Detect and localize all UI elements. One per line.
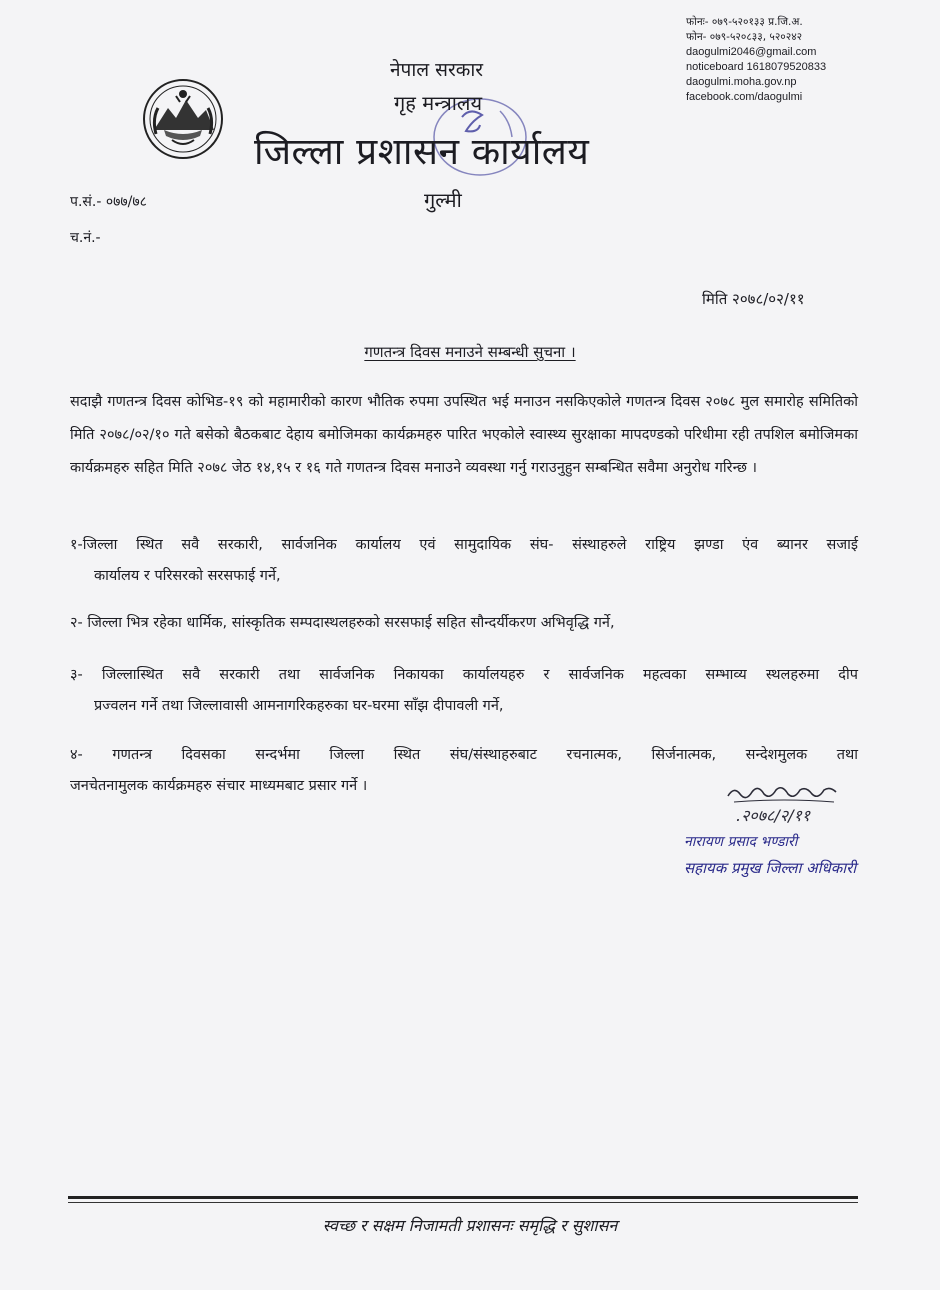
contact-block xyxy=(686,15,826,105)
district-name: गुल्मी xyxy=(424,188,462,212)
contact-noticeboard: noticeboard 1618079520833 xyxy=(686,61,827,73)
list-item xyxy=(70,608,858,639)
subject-text: गणतन्त्र दिवस मनाउने सम्बन्धी सुचना । xyxy=(364,343,576,361)
list-item-continuation: जनचेतनामुलक कार्यक्रमहरु संचार माध्यमबाट प्रसार गर्ने । xyxy=(70,778,368,794)
subject-line xyxy=(0,342,940,362)
footer-motto: स्वच्छ र सक्षम निजामती प्रशासनः समृद्धि र सुशासन xyxy=(322,1216,618,1235)
list-item-line: ४- गणतन्त्र दिवसका सन्दर्भमा जिल्ला स्थित संघ/संस्थाहरुबाट रचनात्मक, सिर्जनात्मक, सन्देशमुलक तथा xyxy=(70,747,858,763)
letter-date: मिति २०७८/०२/११ xyxy=(702,290,805,308)
list-item-line: ३- जिल्लास्थित सवै सरकारी तथा सार्वजनिक निकायका कार्यालयहरु र सार्वजनिक महत्वका सम्भाव्य स्थलहरुमा दीप xyxy=(70,667,858,683)
reference-number: प.सं.- ०७७/७८ xyxy=(70,194,147,210)
list-item-line: १-जिल्ला स्थित सवै सरकारी, सार्वजनिक कार्यालय एवं सामुदायिक संघ- संस्थाहरुले राष्ट्रिय झण्डा एंव ब्यानर सजाई xyxy=(70,537,858,553)
list-item xyxy=(70,530,858,592)
footer-divider xyxy=(68,1196,858,1199)
ministry-name: गृह मन्त्रालय xyxy=(394,91,483,115)
contact-phone-2: फोन- ०७९-५२०८३३, ५२०२४२ xyxy=(686,31,803,43)
list-item-line: २- जिल्ला भित्र रहेका धार्मिक, सांस्कृतिक सम्पदास्थलहरुको सरसफाई सहित सौन्दर्यीकरण अभिवृद्धि गर्ने, xyxy=(70,615,615,631)
signatory-name: नारायण प्रसाद भण्डारी xyxy=(684,834,798,850)
contact-website: daogulmi.moha.gov.np xyxy=(686,76,797,88)
office-title: जिल्ला प्रशासन कार्यालय xyxy=(254,130,590,173)
list-item-continuation: प्रज्वलन गर्ने तथा जिल्लावासी आमनागरिकहरुका घर-घरमा साँझ दीपावली गर्ने, xyxy=(94,698,504,714)
body-paragraph: सदाझै गणतन्त्र दिवस कोभिड-१९ को महामारीको कारण भौतिक रुपमा उपस्थित भई मनाउन नसकिएकोले गणतन्त्र दिवस २०७८ मुल समारोह समितिको मिति २०७८/०२/१० गते बसेको बैठकबाट देहाय बमोजिमका कार्यक्रमहरु पारित भएकोले स्वास्थ्य सुरक्षाका मापदण्डको परिधीमा रही तपशिल बमोजिमका कार्यक्रमहरु सहित मिति २०७८ जेठ १४,१५ र १६ गते गणतन्त्र दिवस मनाउने व्यवस्था गर्नु गराउनुहुन सम्बन्धित सवैमा अनुरोध गरिन्छ । xyxy=(70,394,858,476)
contact-phone-1: फोनः- ०७९-५२०१३३ प्र.जि.अ. xyxy=(686,16,803,28)
contact-facebook: facebook.com/daogulmi xyxy=(686,91,803,103)
footer-divider-thin xyxy=(68,1202,858,1203)
signatory-title: सहायक प्रमुख जिल्ला अधिकारी xyxy=(684,859,857,877)
dispatch-number: च.नं.- xyxy=(70,230,101,246)
signature-date: .२०७८/२/११ xyxy=(736,806,811,825)
nepal-emblem-icon xyxy=(142,78,224,160)
contact-email: daogulmi2046@gmail.com xyxy=(686,46,817,58)
list-item-continuation: कार्यालय र परिसरको सरसफाई गर्ने, xyxy=(94,568,281,584)
list-item xyxy=(70,660,858,722)
government-name: नेपाल सरकार xyxy=(390,59,484,81)
